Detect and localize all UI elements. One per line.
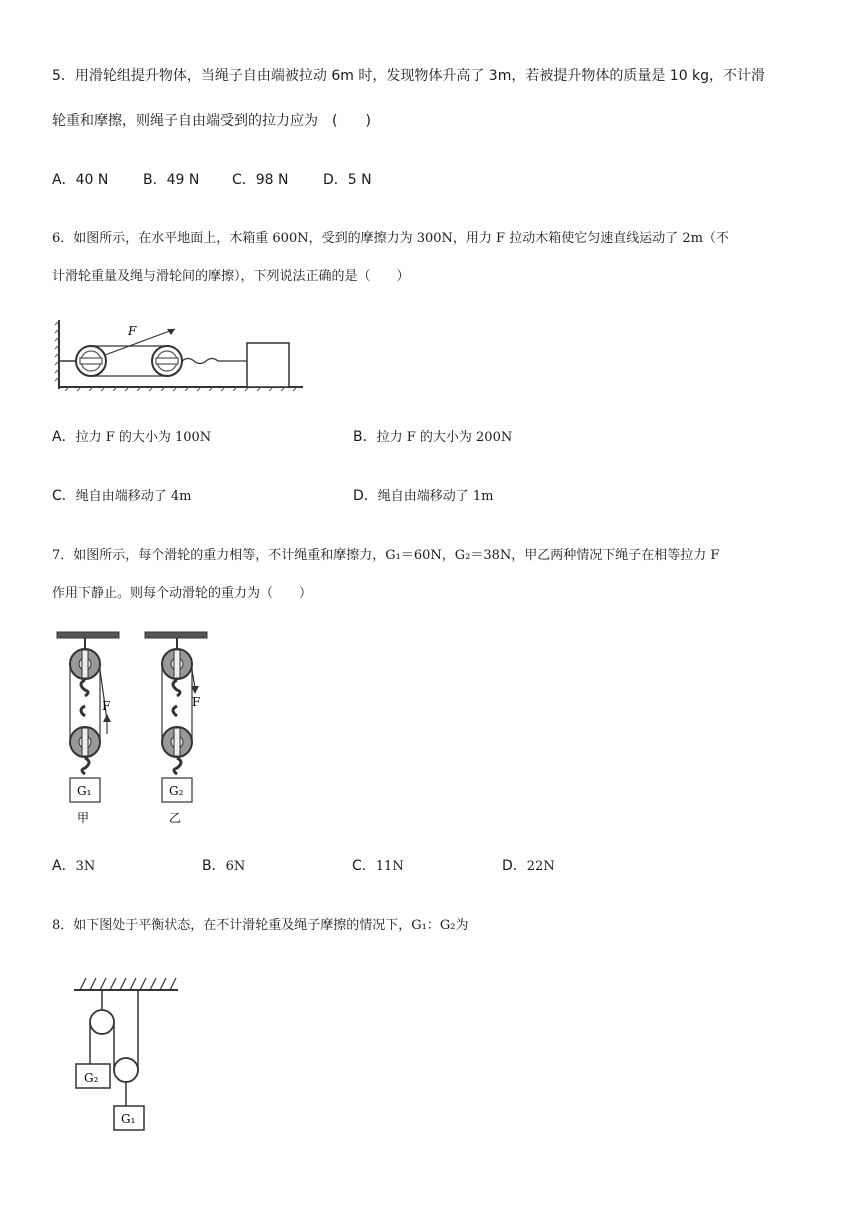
q7-option-c-text: 11N [375,859,404,874]
q7-option-b-letter: B． [202,858,226,874]
q8-stem-line1: 8．如下图处于平衡状态，在不计滑轮重及绳子摩擦的情况下，G₁：G₂为 [52,918,469,933]
q7-option-c [352,856,404,877]
q8-weight-g1: G₁ [121,1112,136,1126]
q5-stem-line2: 轮重和摩擦，则绳子自由端受到的拉力应为 ( ) [52,113,371,129]
q7-weight-g1: G₁ [77,784,92,798]
q7-caption-left: 甲 [77,811,90,825]
q8-weight-g2: G₂ [84,1071,99,1085]
q6-force-label: F [128,324,137,338]
q6-stem-line1: 6．如图所示，在水平地面上，木箱重 600N，受到的摩擦力为 300N，用力 F 拉动木箱使它匀速直线运动了 2m（不 [52,231,729,246]
q7-force-label-right: F [192,695,201,709]
q6-option-d-text: 绳自由端移动了 1m [377,489,494,504]
q7-option-c-letter: C． [352,858,376,874]
q7-force-label-left: F [102,699,111,713]
q6-option-b-letter: B． [353,429,377,445]
q6-option-c [52,486,192,507]
q7-stem-line2: 作用下静止。则每个动滑轮的重力为（ ） [52,586,313,601]
q7-weight-g2: G₂ [169,784,184,798]
q7-option-d-letter: D． [502,858,527,874]
q7-pulley-figure [55,630,225,830]
q7-option-d [502,856,555,877]
q7-option-b-text: 6N [225,859,246,874]
q6-option-a-text: 拉力 F 的大小为 100N [75,430,212,445]
q6-option-b [353,427,512,448]
q7-stem-line1: 7．如图所示，每个滑轮的重力相等，不计绳重和摩擦力，G₁＝60N，G₂＝38N，甲乙两种情况下绳子在相等拉力 F [52,548,720,563]
q6-option-c-letter: C． [52,488,76,504]
q6-stem-line2: 计滑轮重量及绳与滑轮间的摩擦），下列说法正确的是（ ） [52,269,410,284]
q7-option-a-text: 3N [75,859,96,874]
q7-option-d-text: 22N [526,859,555,874]
q7-option-b [202,856,245,877]
q8-pulley-figure [70,972,190,1142]
q6-option-c-text: 绳自由端移动了 4m [75,489,192,504]
q6-option-b-text: 拉力 F 的大小为 200N [376,430,513,445]
q5-stem-line1: 5．用滑轮组提升物体，当绳子自由端被拉动 6m 时，发现物体升高了 3m，若被提升物体的质量是 10 kg，不计滑 [52,68,766,84]
q7-option-a [52,856,95,877]
q5-option-d: D．5 N [323,172,372,188]
q6-option-a-letter: A． [52,429,76,445]
q7-option-a-letter: A． [52,858,76,874]
q6-option-d-letter: D． [353,488,378,504]
q6-option-d [353,486,494,507]
q5-option-a: A．40 N [52,172,109,188]
q6-option-a [52,427,211,448]
q6-pulley-figure [55,315,305,395]
q5-option-b: B．49 N [143,172,200,188]
q7-caption-right: 乙 [169,811,182,825]
q5-option-c: C．98 N [232,172,289,188]
